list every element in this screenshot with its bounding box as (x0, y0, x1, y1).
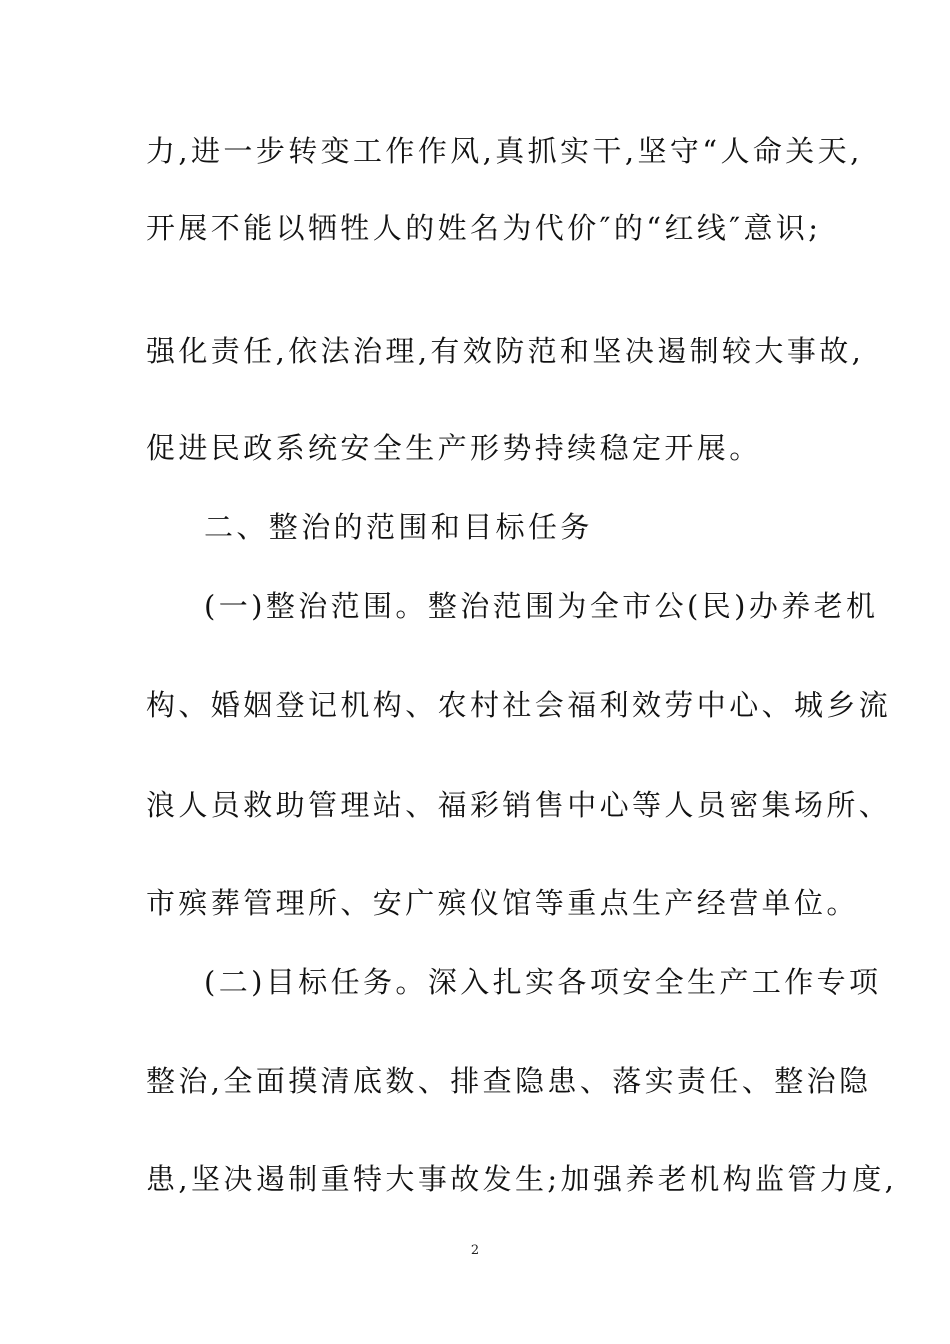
section-heading: 二、整治的范围和目标任务 (204, 510, 593, 544)
paragraph-line-1: 力,进一步转变工作作风,真抓实干,坚守“人命关天, (146, 134, 863, 168)
paragraph-line-3: 强化责任,依法治理,有效防范和坚决遏制较大事故, (146, 334, 865, 368)
paragraph-line-10: (二)目标任务。深入扎实各项安全生产工作专项 (204, 965, 882, 999)
paragraph-line-7: 构、婚姻登记机构、农村社会福利效劳中心、城乡流 (146, 688, 892, 722)
paragraph-line-9: 市殡葬管理所、安广殡仪馆等重点生产经营单位。 (146, 886, 859, 920)
paragraph-line-6: (一)整治范围。整治范围为全市公(民)办养老机 (204, 589, 879, 623)
page-number: 2 (470, 1243, 480, 1258)
paragraph-line-2: 开展不能以牺牲人的姓名为代价″的“红线″意识; (146, 211, 822, 245)
paragraph-line-8: 浪人员救助管理站、福彩销售中心等人员密集场所、 (146, 788, 892, 822)
paragraph-line-4: 促进民政系统安全生产形势持续稳定开展。 (146, 431, 762, 465)
paragraph-line-12: 患,坚决遏制重特大事故发生;加强养老机构监管力度, (146, 1162, 898, 1196)
paragraph-line-11: 整治,全面摸清底数、排查隐患、落实责任、整治隐 (146, 1064, 872, 1098)
